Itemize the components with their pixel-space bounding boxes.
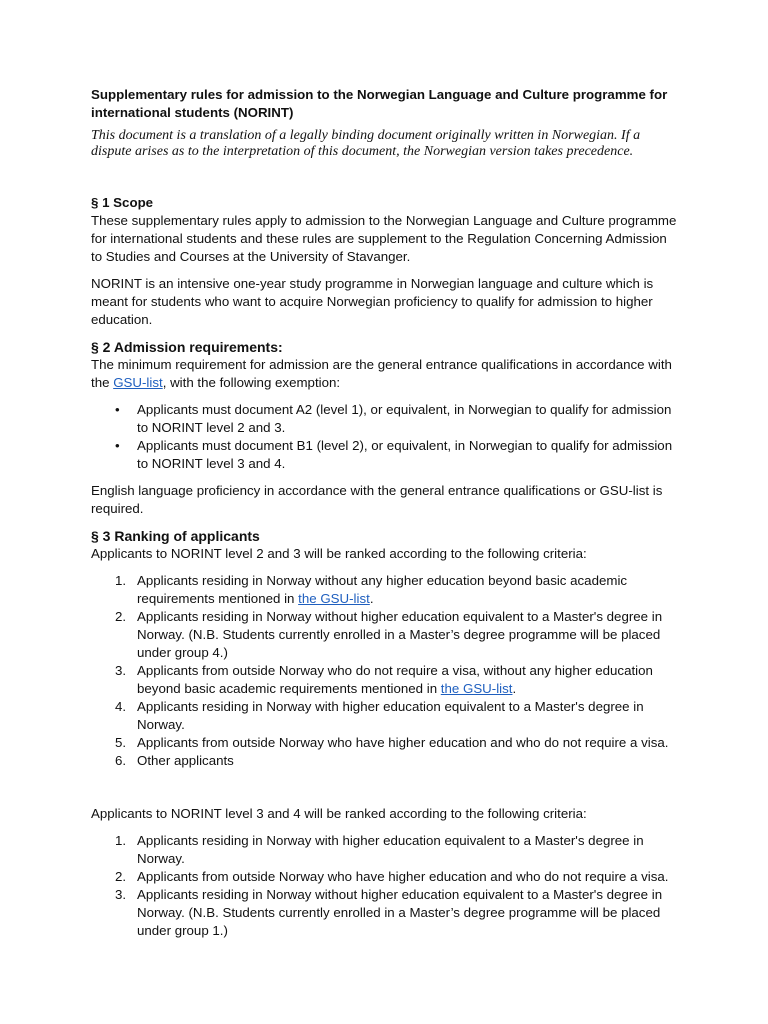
section-3-heading: § 3 Ranking of applicants xyxy=(91,528,260,544)
list-item-text: Applicants from outside Norway who do not require a visa, without any higher education beyond basic academic requirements mentioned in xyxy=(137,663,653,696)
section-2-heading: § 2 Admission requirements: xyxy=(91,339,283,355)
document-title: Supplementary rules for admission to the Norwegian Language and Culture programme for international students (NORINT) xyxy=(91,87,668,120)
list-number: 2. xyxy=(115,609,127,624)
list-item-text: Applicants from outside Norway who have higher education and who do not require a visa. xyxy=(137,869,669,884)
list-item-text: Applicants residing in Norway with higher education equivalent to a Master's degree in Norway. xyxy=(137,833,644,866)
list-number: 1. xyxy=(115,833,127,848)
scope-paragraph-1: These supplementary rules apply to admission to the Norwegian Language and Culture programme for international students and these rules are supplement to the Regulation Concerning Admission to Studies and Courses at the University of Stavanger. xyxy=(91,213,677,264)
list-item-tail: . xyxy=(369,591,374,606)
section-1-heading: § 1 Scope xyxy=(91,195,154,210)
ranking-intro-a: Applicants to NORINT level 2 and 3 will be ranked according to the following criteria: xyxy=(91,546,587,561)
list-item-text: Applicants residing in Norway without higher education equivalent to a Master's degree in Norway. (N.B. Students currently enrolled in a Master’s degree programme will be placed under group 4.) xyxy=(137,609,663,660)
gsu-list-link[interactable]: GSU-list xyxy=(113,375,163,390)
admission-intro xyxy=(91,356,680,392)
list-item xyxy=(91,662,680,698)
translation-disclaimer: This document is a translation of a legally binding document originally written in Norwegian. If a dispute arises as to the interpretation of this document, the Norwegian version takes precedence. xyxy=(91,128,641,159)
admission-bullet-list xyxy=(91,401,680,473)
list-item xyxy=(91,868,680,886)
ranking-list-b xyxy=(91,832,680,940)
gsu-list-link[interactable]: the GSU-list xyxy=(440,681,513,696)
list-item-text: Applicants residing in Norway without any higher education beyond basic academic requirements mentioned in xyxy=(137,573,628,606)
list-number: 3. xyxy=(115,887,127,902)
list-item xyxy=(91,698,680,734)
ranking-intro-b: Applicants to NORINT level 3 and 4 will be ranked according to the following criteria: xyxy=(91,806,587,821)
list-item xyxy=(91,608,680,662)
list-item-text: Applicants from outside Norway who have higher education and who do not require a visa. xyxy=(137,735,669,750)
list-item xyxy=(91,886,680,940)
gsu-list-link[interactable]: the GSU-list xyxy=(298,591,370,606)
scope-paragraph-2: NORINT is an intensive one-year study programme in Norwegian language and culture which is meant for students who want to acquire Norwegian proficiency to qualify for admission to higher education. xyxy=(91,276,654,327)
list-item-text: Other applicants xyxy=(137,753,234,768)
list-item xyxy=(91,734,680,752)
list-number: 2. xyxy=(115,869,127,884)
list-item xyxy=(91,572,680,608)
list-item xyxy=(91,752,680,770)
list-item: • Applicants must document B1 (level 2), or equivalent, in Norwegian to qualify for admission to NORINT level 3 and 4. xyxy=(91,437,680,473)
english-requirement: English language proficiency in accordance with the general entrance qualifications or GSU-list is required. xyxy=(91,483,663,516)
admission-intro-text: The minimum requirement for admission are the general entrance qualifications in accordance with the xyxy=(91,357,672,390)
list-number: 4. xyxy=(115,699,127,714)
admission-intro-tail: , with the following exemption: xyxy=(162,375,341,390)
list-item xyxy=(91,832,680,868)
list-item-text: Applicants residing in Norway without higher education equivalent to a Master's degree in Norway. (N.B. Students currently enrolled in a Master’s degree programme will be placed under group 1.) xyxy=(137,887,663,938)
list-item: • Applicants must document A2 (level 1), or equivalent, in Norwegian to qualify for admission to NORINT level 2 and 3. xyxy=(91,401,680,437)
list-number: 3. xyxy=(115,663,127,678)
list-item-tail: . xyxy=(512,681,517,696)
spacer xyxy=(91,779,680,805)
list-number: 6. xyxy=(115,753,127,768)
list-item-text: Applicants residing in Norway with higher education equivalent to a Master's degree in Norway. xyxy=(137,699,644,732)
list-number: 1. xyxy=(115,573,127,588)
list-number: 5. xyxy=(115,735,127,750)
ranking-list-a xyxy=(91,572,680,770)
